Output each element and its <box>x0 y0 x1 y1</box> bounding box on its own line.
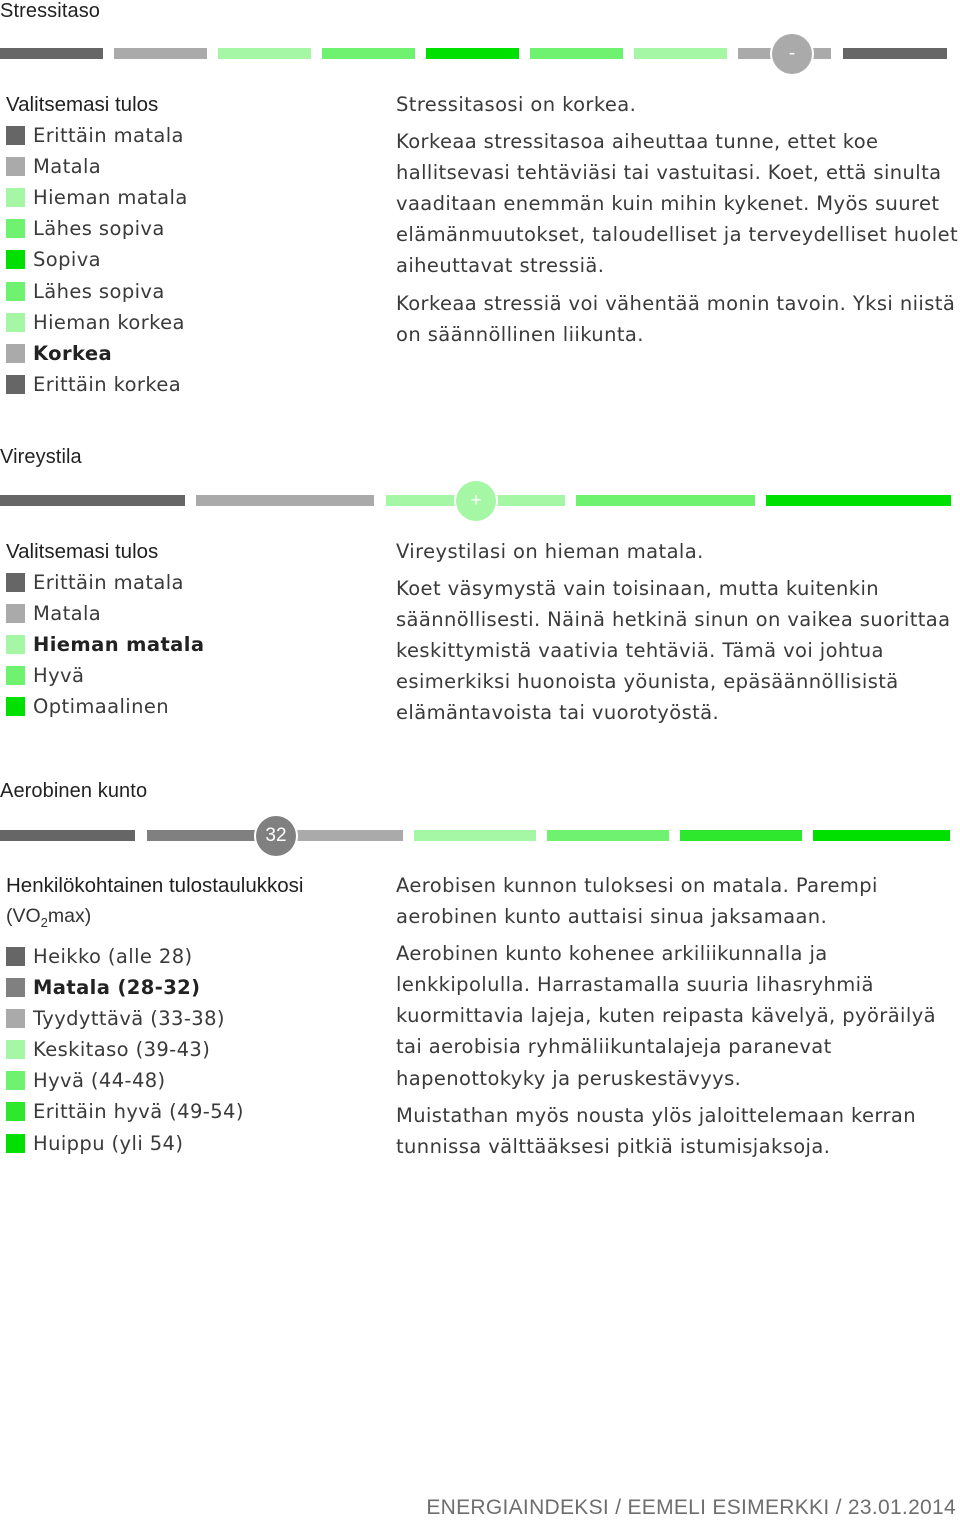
vigor-description <box>396 536 960 735</box>
legend-swatch <box>6 697 25 716</box>
vigor-scale-segment-1 <box>0 495 185 506</box>
stress-scale-segment-5 <box>426 48 519 59</box>
vigor-scale-segment-5 <box>766 495 951 506</box>
legend-swatch <box>6 1102 25 1121</box>
legend-item-selected <box>6 338 376 369</box>
legend-item-selected <box>6 629 376 660</box>
legend-swatch <box>6 157 25 176</box>
legend-label: Hyvä <box>33 664 85 688</box>
section-title-stress: Stressitaso <box>0 0 101 22</box>
stress-advice-text: Korkeaa stressiä voi vähentää monin tavoin. Yksi niistä on säännöllinen liikunta. <box>396 291 956 346</box>
legend-item <box>6 275 376 306</box>
legend-label: Hieman matala <box>33 633 205 657</box>
section-title-aerobic: Aerobinen kunto <box>0 780 148 802</box>
aerobic-scale <box>0 814 960 854</box>
vigor-result-marker: + <box>456 481 496 521</box>
stress-scale-segment-3 <box>218 48 311 59</box>
legend-item <box>6 660 376 691</box>
legend-label: Erittäin korkea <box>33 372 182 396</box>
legend-swatch <box>6 573 25 592</box>
legend-swatch <box>6 978 25 997</box>
legend-swatch <box>6 666 25 685</box>
stress-scale-segment-2 <box>114 48 207 59</box>
legend-item <box>6 1127 376 1158</box>
legend-swatch <box>6 1009 25 1028</box>
legend-item <box>6 120 376 151</box>
legend-item <box>6 244 376 275</box>
stress-legend <box>6 120 376 400</box>
aerobic-scale-segment-1 <box>0 830 135 841</box>
legend-label: Matala <box>33 602 102 626</box>
aerobic-scale-segment-3 <box>281 830 403 841</box>
legend-label: Heikko (alle 28) <box>33 944 193 968</box>
legend-swatch <box>6 188 25 207</box>
stress-legend-title: Valitsemasi tulos <box>6 93 159 116</box>
legend-label: Erittäin matala <box>33 124 184 148</box>
legend-swatch <box>6 604 25 623</box>
legend-label: Tyydyttävä (33-38) <box>33 1007 225 1031</box>
aerobic-result-marker: 32 <box>256 816 296 856</box>
legend-label: Lähes sopiva <box>33 217 165 241</box>
legend-label: Optimaalinen <box>33 695 170 719</box>
vigor-legend-title: Valitsemasi tulos <box>6 540 159 563</box>
stress-scale-segment-4 <box>322 48 415 59</box>
legend-label: Erittäin hyvä (49-54) <box>33 1100 244 1124</box>
legend-label: Korkea <box>33 341 113 365</box>
aerobic-scale-segment-6 <box>680 830 802 841</box>
legend-swatch <box>6 1071 25 1090</box>
stress-legend-panel <box>6 89 376 400</box>
aerobic-scale-segment-4 <box>414 830 536 841</box>
vigor-scale <box>0 479 960 519</box>
legend-item <box>6 1065 376 1096</box>
stress-result-marker: - <box>772 34 812 74</box>
vigor-explanation-text: Koet väsymystä vain toisinaan, mutta kuitenkin säännöllisesti. Näinä hetkinä sinun on vaikea suorittaa keskittymistä vaativia tehtäviä. Tämä voi johtua esimerkiksi huonoista yöunista, epäsäännöllisistä elämäntavoista tai vuorotyöstä. <box>396 577 951 725</box>
aerobic-description <box>396 870 960 1168</box>
stress-result-text: Stressitasosi on korkea. <box>396 93 637 116</box>
vigor-scale-segment-2 <box>196 495 374 506</box>
legend-label: Matala (28-32) <box>33 976 201 1000</box>
legend-label: Sopiva <box>33 248 101 272</box>
aerobic-legend-panel <box>6 870 376 1159</box>
legend-item <box>6 1034 376 1065</box>
vigor-scale-segment-4 <box>576 495 755 506</box>
stress-explanation-text: Korkeaa stressitasoa aiheuttaa tunne, ettet koe hallitsevasi tehtäviäsi tai vastuitasi. Koet, että sinulta vaaditaan enemmän kuin mihin kykenet. Myös suuret elämänmuutokset, taloudelliset ja terveydelliset huolet aiheuttavat stressiä. <box>396 130 959 278</box>
legend-swatch <box>6 635 25 654</box>
vigor-legend <box>6 567 376 722</box>
legend-item <box>6 691 376 722</box>
legend-item <box>6 598 376 629</box>
legend-item <box>6 1003 376 1034</box>
legend-swatch <box>6 313 25 332</box>
legend-item <box>6 1096 376 1127</box>
stress-scale <box>0 32 960 72</box>
aerobic-advice-text: Muistathan myös nousta ylös jaloittelemaan kerran tunnissa välttääksesi pitkiä istumisjaksoja. <box>396 1103 917 1158</box>
legend-swatch <box>6 282 25 301</box>
legend-label: Erittäin matala <box>33 571 184 595</box>
legend-swatch <box>6 126 25 145</box>
legend-label: Hieman matala <box>33 186 188 210</box>
legend-item <box>6 307 376 338</box>
stress-scale-segment-7 <box>634 48 727 59</box>
aerobic-explanation-text: Aerobinen kunto kohenee arkiliikunnalla ja lenkkipolulla. Harrastamalla suuria lihasryhmiä kuormittavia lajeja, kuten reipasta kävelyä, pyöräilyä tai aerobisia ryhmäliikuntalajeja paranevat hapenottokyky ja peruskestävyys. <box>396 942 936 1090</box>
stress-scale-segment-1 <box>0 48 103 59</box>
aerobic-scale-segment-7 <box>813 830 950 841</box>
aerobic-legend-unit: $(VO_2\max)$ <box>6 905 92 930</box>
aerobic-scale-segment-5 <box>547 830 669 841</box>
vigor-legend-panel <box>6 536 376 722</box>
legend-label: Hieman korkea <box>33 310 185 334</box>
legend-swatch <box>6 1040 25 1059</box>
aerobic-scale-segment-2 <box>147 830 269 841</box>
stress-description <box>396 89 960 356</box>
legend-item <box>6 369 376 400</box>
aerobic-legend <box>6 941 376 1159</box>
legend-item-selected <box>6 972 376 1003</box>
stress-scale-segment-6 <box>530 48 623 59</box>
legend-swatch <box>6 219 25 238</box>
legend-item <box>6 213 376 244</box>
aerobic-legend-title: Henkilökohtainen tulostaulukkosi <box>6 874 304 897</box>
vigor-result-text: Vireystilasi on hieman matala. <box>396 540 704 563</box>
legend-label: Lähes sopiva <box>33 279 165 303</box>
legend-swatch <box>6 375 25 394</box>
page-footer: ENERGIAINDEKSI / EEMELI ESIMERKKI / 23.01.2014 <box>426 1496 956 1519</box>
legend-item <box>6 182 376 213</box>
legend-item <box>6 567 376 598</box>
section-title-vigor: Vireystila <box>0 446 82 468</box>
aerobic-result-text: Aerobisen kunnon tuloksesi on matala. Parempi aerobinen kunto auttaisi sinua jaksamaan. <box>396 874 878 929</box>
legend-swatch <box>6 344 25 363</box>
legend-swatch <box>6 1134 25 1153</box>
legend-swatch <box>6 947 25 966</box>
legend-label: Keskitaso (39-43) <box>33 1038 211 1062</box>
legend-item <box>6 941 376 972</box>
legend-swatch <box>6 250 25 269</box>
legend-label: Matala <box>33 155 102 179</box>
legend-label: Huippu (yli 54) <box>33 1131 184 1155</box>
stress-scale-segment-9 <box>843 48 947 59</box>
legend-label: Hyvä (44-48) <box>33 1069 166 1093</box>
legend-item <box>6 151 376 182</box>
